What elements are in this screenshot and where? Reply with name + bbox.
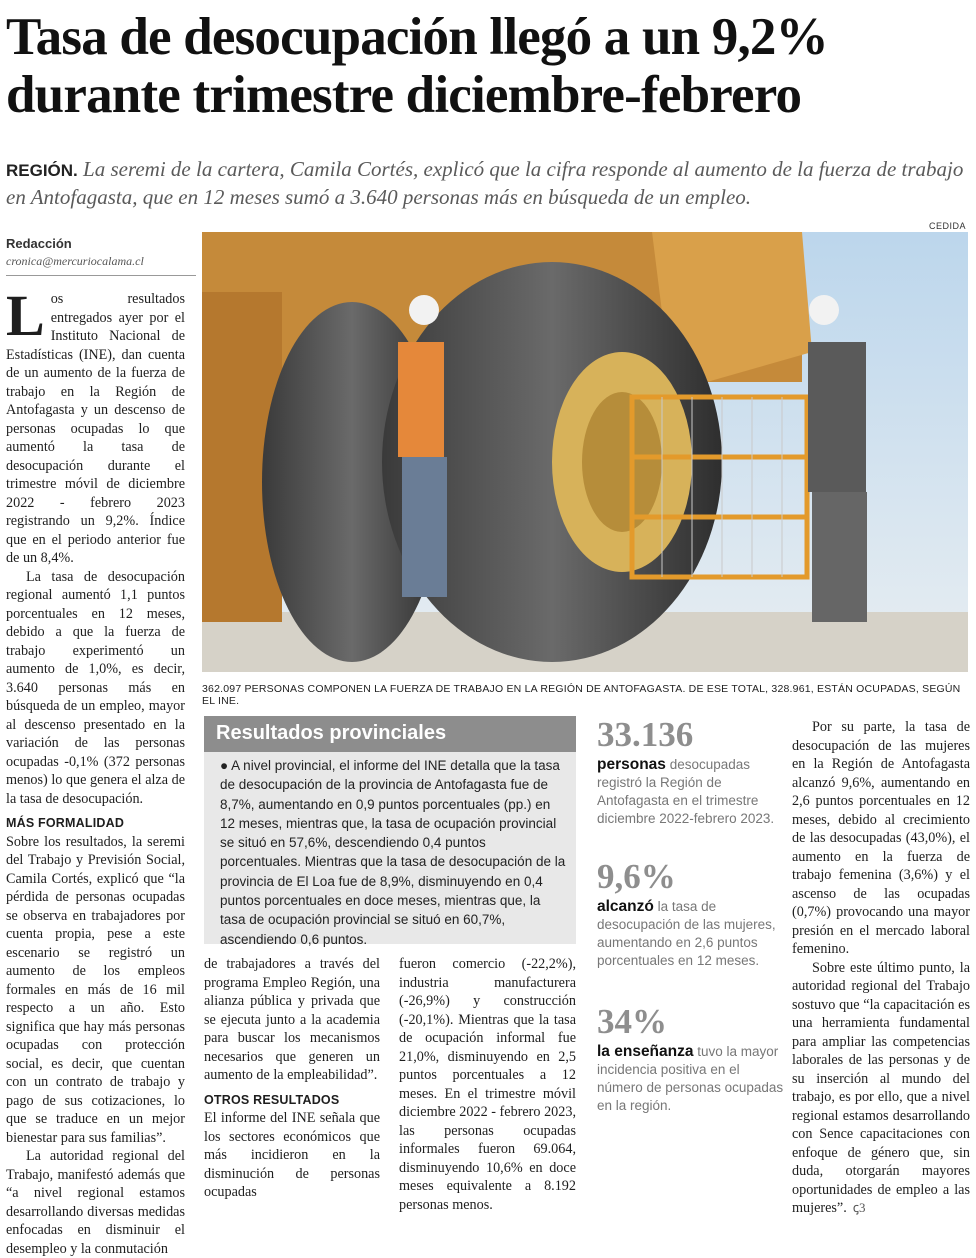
deck-text: La seremi de la cartera, Camila Cortés, explicó que la cifra responde al aumento de la fuerza de trabajo en Antofagasta, que en 12 meses sumó a 3.640 personas más en búsqueda de un empleo. [6, 157, 964, 209]
deck-kicker: REGIÓN. [6, 161, 78, 180]
stat-number: 9,6% [597, 857, 676, 896]
byline [6, 236, 196, 269]
paragraph: La autoridad regional del Trabajo, manifestó además que “a nivel regional estamos desarrollando diversas medidas enfocadas en disminuir el desempleo y la conmutación [6, 1148, 185, 1257]
stat-number: 34% [597, 1002, 667, 1041]
photo-illustration [202, 232, 968, 672]
stat-text: personas desocupadas registró la Región de Antofagasta en el trimestre diciembre 2022-febrero 2023. [597, 756, 775, 826]
byline-divider [6, 275, 196, 276]
paragraph: Por su parte, la tasa de desocupación de las mujeres en la Región de Antofagasta alcanzó 9,6%, aumentando en 2,6 puntos porcentuales en 12 meses, debido al crecimiento de las desocupadas (43,0%), el aumento en la fuerza de trabajo femenina (3,6%) y el ascenso de las ocupadas (0,7%) provocando una mayor presión en el mercado laboral femenino. [792, 719, 970, 957]
byline-email: cronica@mercuriocalama.cl [6, 254, 144, 268]
paragraph: de trabajadores a través del programa Empleo Región, una alianza pública y privada que se ejecuta junto a la academia para buscar los mecanismos necesarios que generen un aumento de la empleabilidad”. [204, 956, 380, 1083]
paragraph: El informe del INE señala que los sectores económicos que más incidieron en la disminución de personas ocupadas [204, 1110, 380, 1200]
paragraph: La tasa de desocupación regional aumentó 1,1 puntos porcentuales en 12 meses, debido a que la fuerza de trabajo experimentó un aumento de 1,0%, es decir, 3.640 personas más en búsqueda de un empleo, mayor al descenso presentado en la variación de las personas ocupadas -0,1% (372 personas menos) lo que genera el alza de la tasa de desocupación. [6, 568, 185, 807]
mining-truck-photo [202, 232, 968, 672]
drop-cap: L [6, 283, 45, 348]
bullet-icon: ● [220, 758, 229, 773]
deck [6, 156, 968, 211]
photo-caption: 362.097 PERSONAS COMPONEN LA FUERZA DE TRABAJO EN LA REGIÓN DE ANTOFAGASTA. DE ESE TOTAL, 328.961, ESTÁN OCUPADAS, SEGÚN EL INE. [202, 683, 961, 707]
article-column-1 [6, 283, 185, 1258]
end-mark-icon: ꞔ3 [852, 1200, 866, 1215]
provincial-results-box [204, 716, 576, 947]
paragraph: fueron comercio (-22,2%), industria manufacturera (-26,9%) y construcción (-20,1%). Mientras que la tasa de ocupación informal fue 21,0%, disminuyendo en 2,5 puntos porcentuales a 12 meses. En el trimestre móvil diciembre 2022 - febrero 2023, las personas ocupadas informales fueron 69.064, disminuyendo 10,6% en doce meses equivalente a 8.192 personas menos. [399, 956, 576, 1213]
stat-women-rate [597, 858, 787, 970]
article-column-2 [204, 955, 380, 1202]
headline: Tasa de desocupación llegó a un 9,2% durante trimestre diciembre-febrero [6, 8, 828, 124]
article-column-3 [399, 955, 576, 1214]
subhead-mas-formalidad: MÁS FORMALIDAD [6, 816, 125, 830]
paragraph: Sobre este último punto, la autoridad regional del Trabajo sostuvo que “la capacitación es una herramienta fundamental para ampliar las competencias laborales de las personas y de su inserción al mundo del trabajo, es por ello, que a nivel regional estamos desarrollando con Sence capacitaciones con enfoque de género que, sin duda, otorgarán mayores oportunidades de empleo a las mujeres”. ꞔ3 [792, 959, 970, 1216]
photo-credit: CEDIDA [928, 221, 966, 231]
stat-text: alcanzó la tasa de desocupación de las mujeres, aumentando en 2,6 puntos porcentuales en 12 meses. [597, 898, 776, 968]
stat-text: la enseñanza tuvo la mayor incidencia positiva en el número de personas ocupadas en la región. [597, 1043, 784, 1113]
box-text: ● A nivel provincial, el informe del INE detalla que la tasa de desocupación de la provincia de Antofagasta fue de 8,7%, aumentando en 0,9 puntos porcentuales (pp.) en 12 meses, mientras que, la tasa de ocupación provincial se situó en 57,6%, descendiendo 0,4 puntos porcentuales. Mientras que la tasa de desocupación de la provincia de El Loa fue de 8,9%, disminuyendo en 0,4 puntos porcentuales en doce meses, mientras que, la tasa de ocupación provincial se situó en 60,7%, ascendiendo 0,6 puntos. [220, 758, 566, 947]
article-column-5 [792, 718, 970, 1218]
stat-number: 33.136 [597, 715, 694, 754]
lead-paragraph: Los resultados entregados ayer por el Instituto Nacional de Estadísticas (INE), dan cuenta de un aumento de la fuerza de trabajo en la Región de Antofagasta y un descenso de personas ocupadas lo que aumentó la tasa de desocupación durante el trimestre móvil de diciembre 2022 - febrero 2023 registrando un 9,2%. Índice que en el periodo anterior fue de un 8,4%. [6, 283, 185, 566]
box-title: Resultados provinciales [204, 716, 576, 752]
stat-education [597, 1003, 787, 1115]
stat-unemployed [597, 716, 787, 828]
paragraph: Sobre los resultados, la seremi del Trabajo y Previsión Social, Camila Cortés, explicó que “la pérdida de personas ocupadas se observa en trabajadores por cuenta propia, pese a este escenario se registró un aumento de los empleos formales en más de 16 mil respecto a un año. Esto significa que hay más personas ocupadas con protección social, es decir, que cuentan con un contrato de trabajo y pago de sus cotizaciones, lo que se traduce en un mejor bienestar para sus familias”. [6, 833, 185, 1146]
byline-name: Redacción [6, 236, 72, 251]
subhead-otros-resultados: OTROS RESULTADOS [204, 1092, 340, 1107]
